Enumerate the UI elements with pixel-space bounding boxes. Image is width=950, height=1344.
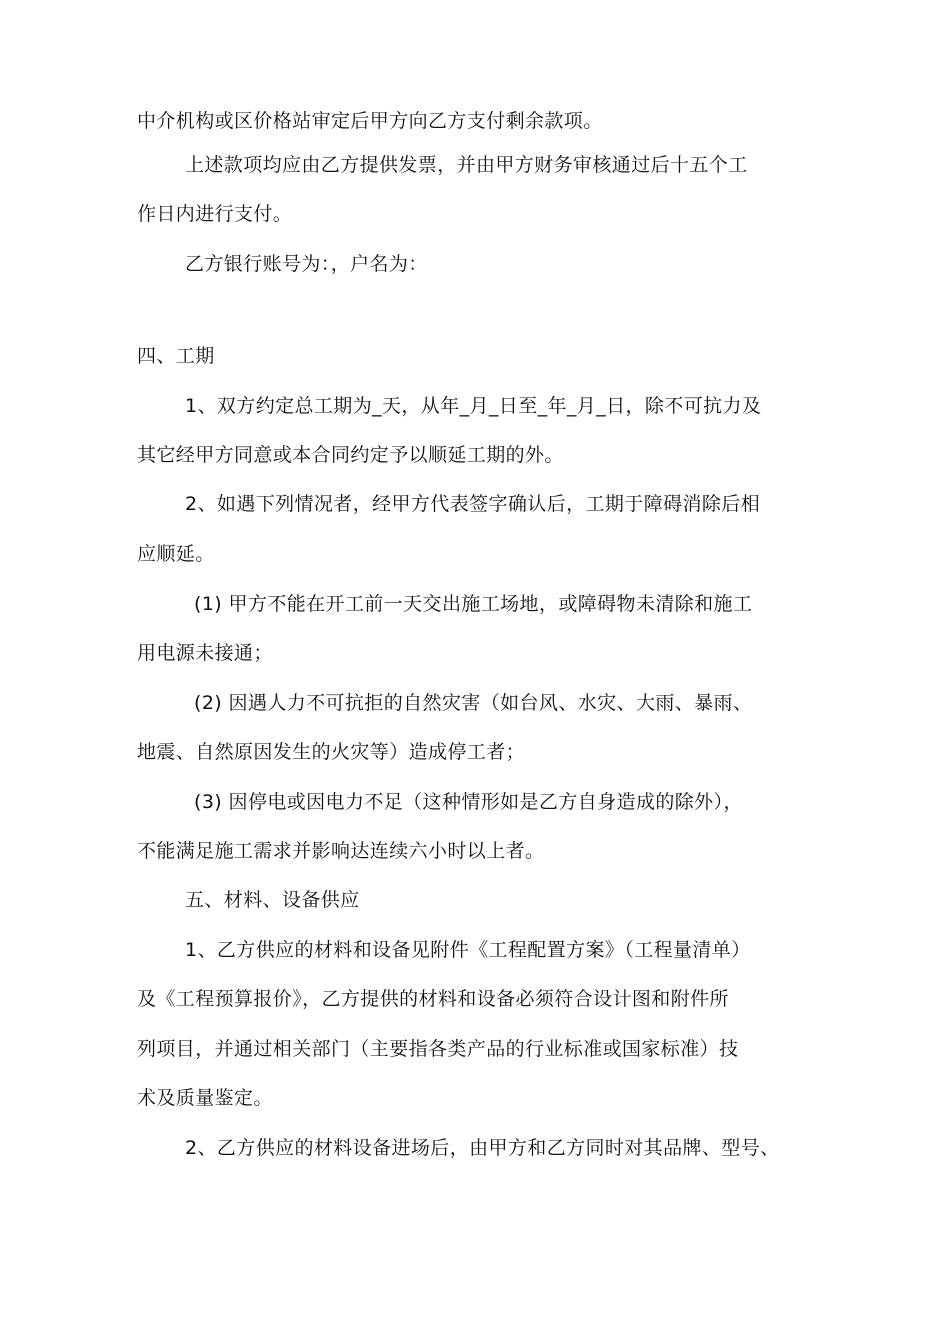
text-line: 其它经甲方同意或本合同约定予以顺延工期的外。 xyxy=(137,444,564,466)
section-heading: 四、工期 xyxy=(137,345,215,367)
text-line: 2、如遇下列情况者，经甲方代表签字确认后，工期于障碍消除后相 xyxy=(185,493,761,515)
text-line: 上述款项均应由乙方提供发票，并由甲方财务审核通过后十五个工 xyxy=(185,154,748,176)
text-line: 术及质量鉴定。 xyxy=(137,1087,273,1109)
text-line: (3) 因停电或因电力不足（这种情形如是乙方自身造成的除外）， xyxy=(194,791,743,813)
section-heading: 五、材料、设备供应 xyxy=(185,889,360,911)
text-line: 及《工程预算报价》，乙方提供的材料和设备必须符合设计图和附件所 xyxy=(137,988,729,1010)
text-line: 1、乙方供应的材料和设备见附件《工程配置方案》（工程量清单） xyxy=(185,939,751,961)
text-line: 中介机构或区价格站审定后甲方向乙方支付剩余款项。 xyxy=(137,110,603,132)
text-line: (2) 因遇人力不可抗拒的自然灾害（如台风、水灾、大雨、暴雨、 xyxy=(194,692,753,714)
text-line: 用电源未接通； xyxy=(137,642,273,664)
text-line: (1) 甲方不能在开工前一天交出施工场地，或障碍物未清除和施工 xyxy=(194,593,753,615)
text-line: 乙方银行账号为：，户名为： xyxy=(185,253,428,275)
text-line: 2、乙方供应的材料设备进场后，由甲方和乙方同时对其品牌、型号、 xyxy=(185,1137,780,1159)
text-line: 地震、自然原因发生的火灾等）造成停工者； xyxy=(137,741,526,763)
text-line: 应顺延。 xyxy=(137,543,215,565)
text-line: 列项目，并通过相关部门（主要指各类产品的行业标准或国家标准）技 xyxy=(137,1038,739,1060)
text-line: 不能满足施工需求并影响达连续六小时以上者。 xyxy=(137,840,545,862)
text-line: 作日内进行支付。 xyxy=(137,203,293,225)
text-line: 1、双方约定总工期为_天，从年_月_日至_年_月_日，除不可抗力及 xyxy=(185,395,762,417)
